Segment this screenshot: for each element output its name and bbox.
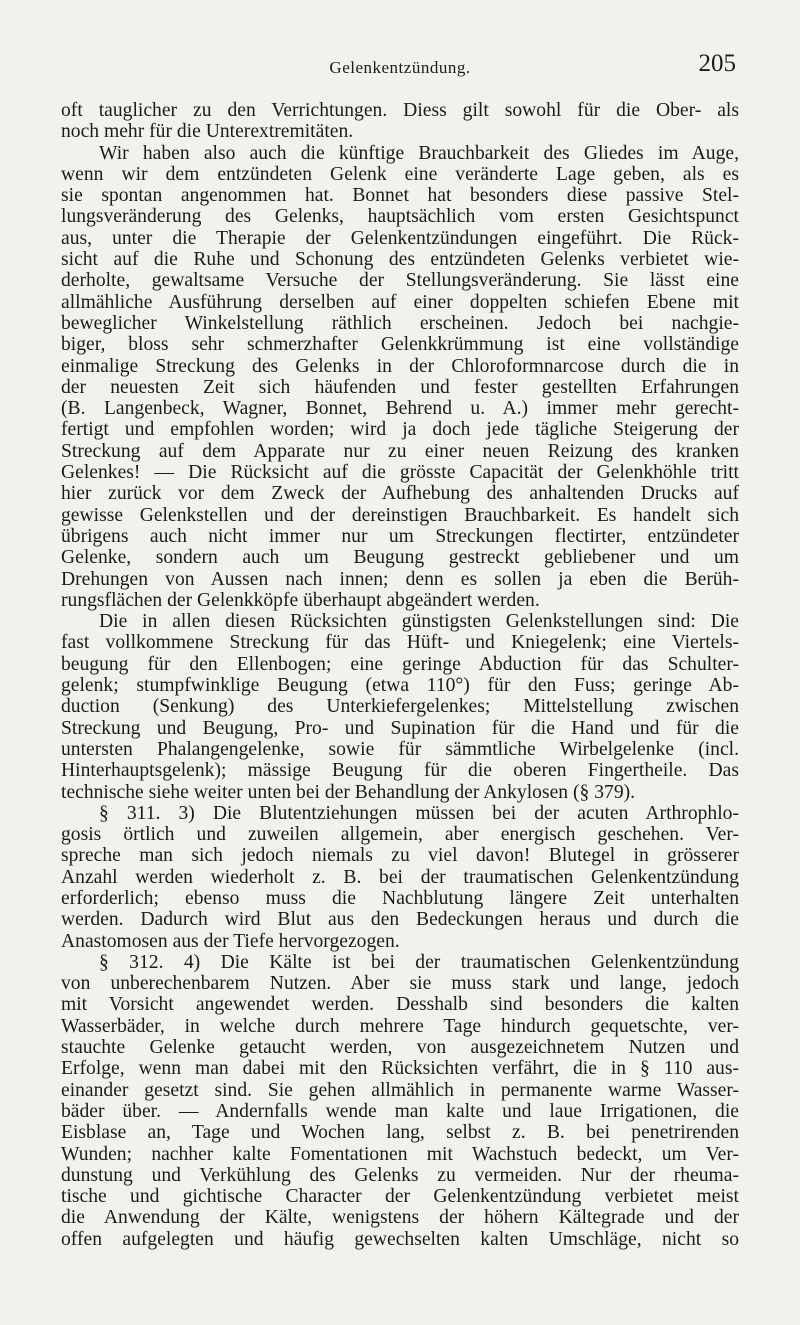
text-line: (B. Langenbeck, Wagner, Bonnet, Behrend u. A.) immer mehr gerecht-: [61, 398, 739, 420]
text-line: rungsflächen der Gelenkköpfe überhaupt abgeändert werden.: [61, 589, 540, 611]
text-line: Wasserbäder, in welche durch mehrere Tage hindurch gequetschte, ver-: [61, 1015, 739, 1037]
text-line: offen aufgelegten und häufig gewechselten kalten Umschläge, nicht so: [61, 1228, 739, 1250]
text-line: Erfolge, wenn man dabei mit den Rücksichten verfährt, die in § 110 aus-: [61, 1058, 739, 1080]
text-line: sicht auf die Ruhe und Schonung des entzündeten Gelenks verbietet wie-: [61, 249, 739, 271]
text-line: lungsveränderung des Gelenks, hauptsächlich vom ersten Gesichtspunct: [61, 206, 739, 228]
text-line: gelenk; stumpfwinklige Beugung (etwa 110°) für den Fuss; geringe Ab-: [61, 675, 739, 697]
text-line: allmähliche Ausführung derselben auf einer doppelten schiefen Ebene mit: [61, 291, 739, 313]
text-line: duction (Senkung) des Unterkiefergelenkes; Mittelstellung zwischen: [61, 696, 739, 718]
text-line: Drehungen von Aussen nach innen; denn es sollen ja eben die Berüh-: [61, 568, 739, 590]
text-line: dunstung und Verkühlung des Gelenks zu vermeiden. Nur der rheuma-: [61, 1164, 739, 1186]
text-line: stauchte Gelenke getaucht werden, von ausgezeichnetem Nutzen und: [61, 1037, 739, 1059]
text-line: Wunden; nachher kalte Fomentationen mit Wachstuch bedeckt, um Ver-: [61, 1143, 739, 1165]
text-line: Eisblase an, Tage und Wochen lang, selbst z. B. bei penetrirenden: [61, 1122, 739, 1144]
text-line: die Anwendung der Kälte, wenigstens der höhern Kältegrade und der: [61, 1207, 739, 1229]
text-line: Hinterhauptsgelenk); mässige Beugung für die oberen Fingertheile. Das: [61, 760, 739, 782]
text-line: mit Vorsicht angewendet werden. Desshalb sind besonders die kalten: [61, 994, 739, 1016]
text-line: fast vollkommene Streckung für das Hüft- und Kniegelenk; eine Viertels-: [61, 632, 739, 654]
text-line: Streckung und Beugung, Pro- und Supination für die Hand und für die: [61, 717, 739, 739]
text-line: beweglicher Winkelstellung räthlich erscheinen. Jedoch bei nachgie-: [61, 312, 739, 334]
text-line: der neuesten Zeit sich häufenden und fester gestellten Erfahrungen: [61, 376, 739, 398]
text-line: oft tauglicher zu den Verrichtungen. Diess gilt sowohl für die Ober- als: [61, 100, 739, 121]
text-line: § 311. 3) Die Blutentziehungen müssen bei der acuten Arthrophlo-: [99, 802, 739, 824]
text-line: Gelenkes! — Die Rücksicht auf die grösste Capacität der Gelenkhöhle tritt: [61, 462, 739, 484]
text-line: wenn wir dem entzündeten Gelenk eine veränderte Lage geben, als es: [61, 163, 739, 185]
text-line: Die in allen diesen Rücksichten günstigsten Gelenkstellungen sind: Die: [99, 611, 739, 633]
text-line: sie spontan angenommen hat. Bonnet hat besonders diese passive Stel-: [61, 185, 739, 207]
text-line: bäder über. — Andernfalls wende man kalte und laue Irrigationen, die: [61, 1100, 739, 1122]
text-line: tische und gichtische Character der Gelenkentzündung verbietet meist: [61, 1186, 739, 1208]
text-line: Streckung auf dem Apparate nur zu einer neuen Reizung des kranken: [61, 440, 739, 462]
running-title: Gelenkentzündung.: [329, 58, 471, 77]
page-number: 205: [698, 50, 736, 77]
text-line: gosis örtlich und zuweilen allgemein, aber energisch geschehen. Ver-: [61, 824, 739, 846]
text-line: beugung für den Ellenbogen; eine geringe Abduction für das Schulter-: [61, 653, 739, 675]
text-line: gewisse Gelenkstellen und der dereinstigen Brauchbarkeit. Es handelt sich: [61, 504, 739, 526]
text-line: technische siehe weiter unten bei der Behandlung der Ankylosen (§ 379).: [61, 781, 636, 803]
text-line: Anzahl werden wiederholt z. B. bei der traumatischen Gelenkentzündung: [61, 866, 739, 888]
text-line: Wir haben also auch die künftige Brauchbarkeit des Gliedes im Auge,: [99, 142, 739, 164]
text-line: § 312. 4) Die Kälte ist bei der traumatischen Gelenkentzündung: [99, 951, 739, 973]
text-line: untersten Phalangengelenke, sowie für sämmtliche Wirbelgelenke (incl.: [61, 738, 739, 760]
text-line: noch mehr für die Unterextremitäten.: [61, 121, 354, 143]
text-line: einander gesetzt sind. Sie gehen allmählich in permanente warme Wasser-: [61, 1079, 739, 1101]
text-line: Gelenke, sondern auch um Beugung gestreckt gebliebener und um: [61, 547, 739, 569]
running-head: [62, 50, 738, 80]
text-line: erforderlich; ebenso muss die Nachblutung längere Zeit unterhalten: [61, 887, 739, 909]
text-line: fertigt und empfohlen worden; wird ja doch jede tägliche Steigerung der: [61, 419, 739, 441]
text-line: biger, bloss sehr schmerzhafter Gelenkkrümmung ist eine vollständige: [61, 334, 739, 356]
text-line: spreche man sich jedoch niemals zu viel davon! Blutegel in grösserer: [61, 845, 739, 867]
text-line: aus, unter die Therapie der Gelenkentzündungen eingeführt. Die Rück-: [61, 227, 739, 249]
text-line: Anastomosen aus der Tiefe hervorgezogen.: [61, 930, 400, 952]
body-text: [61, 100, 739, 1250]
text-line: von unberechenbarem Nutzen. Aber sie muss stark und lange, jedoch: [61, 973, 739, 995]
text-line: derholte, gewaltsame Versuche der Stellungsveränderung. Sie lässt eine: [61, 270, 739, 292]
text-line: werden. Dadurch wird Blut aus den Bedeckungen heraus und durch die: [61, 909, 739, 931]
text-line: einmalige Streckung des Gelenks in der Chloroformnarcose durch die in: [61, 355, 739, 377]
text-line: hier zurück vor dem Zweck der Aufhebung des anhaltenden Drucks auf: [61, 483, 739, 505]
text-line: übrigens auch nicht immer nur um Streckungen flectirter, entzündeter: [61, 525, 739, 547]
